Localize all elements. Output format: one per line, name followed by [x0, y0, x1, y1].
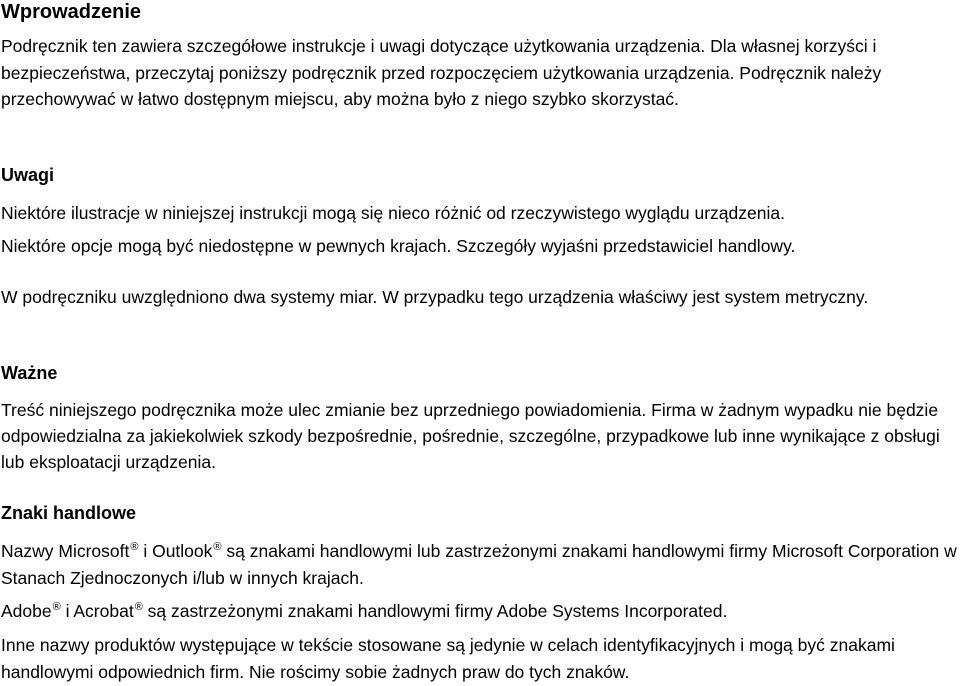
microsoft-text: Nazwy Microsoft — [1, 541, 130, 561]
registered-mark: ® — [134, 601, 143, 614]
outlook-text: i Outlook — [138, 541, 213, 561]
intro-paragraph: Podręcznik ten zawiera szczegółowe instrukcje i uwagi dotyczące użytkowania urządzenia. Dla własnej korzyści i bezpieczeństwa, przeczytaj poniższy podręcznik przed rozpoczęciem użytkowania urządzenia. Podręcznik należy przechowywać w łatwo dostępnym miejscu, aby można było z niego szybko skorzystać. — [1, 36, 882, 109]
acrobat-text: i Acrobat — [60, 601, 134, 621]
microsoft-trademark-text: są znakami handlowymi lub zastrzeżonymi znakami handlowymi firmy Microsoft Corporation w Stanach Zjednoczonych i/lub w innych krajach. — [1, 541, 957, 588]
adobe-trademark-text: są zastrzeżonymi znakami handlowymi firmy Adobe Systems Incorporated. — [142, 601, 728, 621]
trademarks-heading: Znaki handlowe — [1, 503, 137, 523]
important-heading: Ważne — [1, 363, 58, 383]
registered-mark: ® — [52, 601, 61, 614]
registered-mark: ® — [213, 541, 222, 554]
notes-paragraph-2: Niektóre opcje mogą być niedostępne w pewnych krajach. Szczegóły wyjaśni przedstawiciel handlowy. — [1, 236, 796, 256]
notes-paragraph-3: W podręczniku uwzględniono dwa systemy miar. W przypadku tego urządzenia właściwy jest system metryczny. — [1, 287, 869, 307]
important-paragraph: Treść niniejszego podręcznika może ulec zmianie bez uprzedniego powiadomienia. Firma w żadnym wypadku nie będzie odpowiedzialna za jakiekolwiek szkody bezpośrednie, pośrednie, szczególne, przypadkowe lub inne wynikające z obsługi lub eksploatacji urządzenia. — [1, 400, 940, 472]
intro-heading: Wprowadzenie — [1, 1, 142, 23]
trademarks-paragraph-microsoft — [1, 538, 959, 591]
trademarks-paragraph-other: Inne nazwy produktów występujące w tekście stosowane są jedynie w celach identyfikacyjnych i mogą być znakami handlowymi odpowiednich firm. Nie rościmy sobie żadnych praw do tych znaków. — [1, 635, 895, 682]
adobe-text: Adobe — [1, 601, 52, 621]
notes-heading: Uwagi — [1, 165, 55, 185]
registered-mark: ® — [130, 541, 139, 554]
notes-paragraph-1: Niektóre ilustracje w niniejszej instrukcji mogą się nieco różnić od rzeczywistego wyglądu urządzenia. — [1, 203, 785, 223]
trademarks-paragraph-adobe — [1, 598, 959, 625]
